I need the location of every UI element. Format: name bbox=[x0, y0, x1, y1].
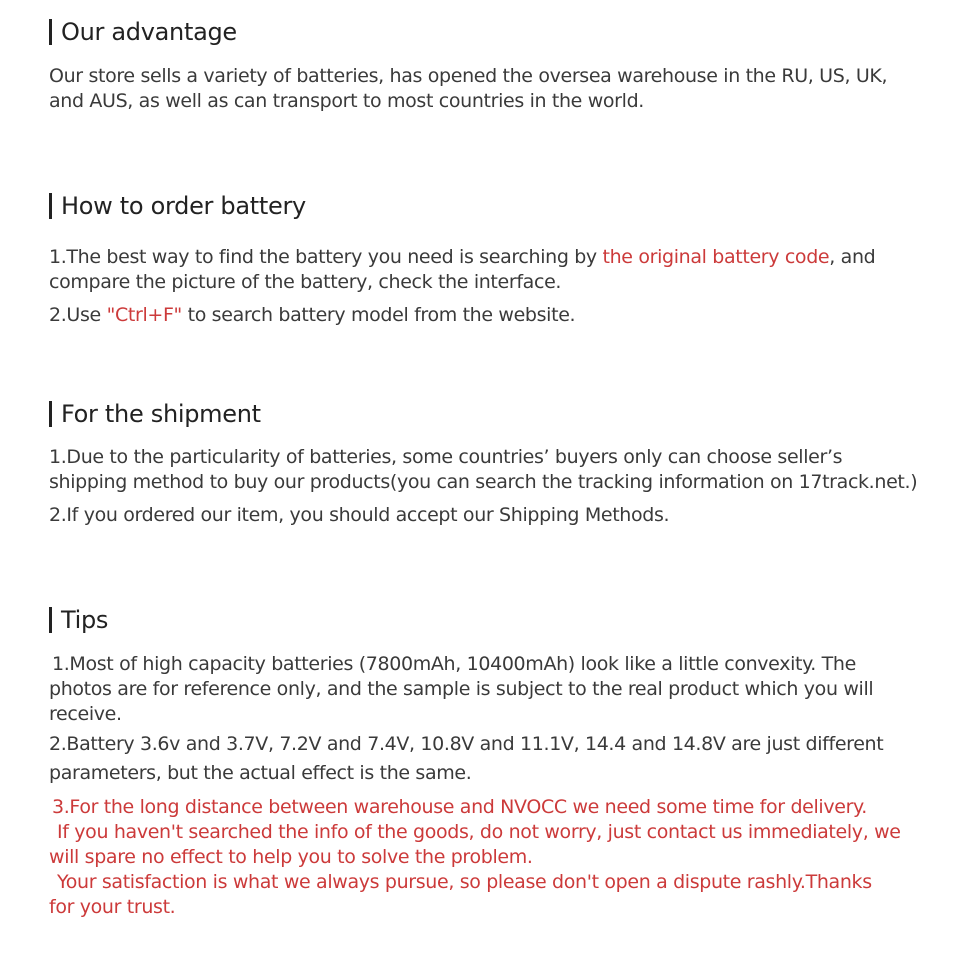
advantage-section bbox=[49, 17, 929, 114]
tips-item3-line4: Your satisfaction is what we always pursue, so please don't open a dispute rashly.Thanks bbox=[57, 871, 872, 893]
heading-bar bbox=[49, 19, 52, 45]
shipment-heading bbox=[49, 399, 929, 429]
tips-item2-line1: 2.Battery 3.6v and 3.7V, 7.2V and 7.4V, 10.8V and 11.1V, 14.4 and 14.8V are just different bbox=[49, 733, 884, 755]
advantage-text-line2: and AUS, as well as can transport to most countries in the world. bbox=[49, 90, 644, 112]
shipment-item1-line2: shipping method to buy our products(you can search the tracking information on 17track.net.) bbox=[49, 471, 918, 493]
order-item2 bbox=[49, 303, 929, 328]
tips-item3-line3: will spare no effect to help you to solve the problem. bbox=[49, 846, 533, 868]
order-item2-text: 2.Use bbox=[49, 304, 107, 326]
tips-item3-line1: 3.For the long distance between warehouse and NVOCC we need some time for delivery. bbox=[52, 796, 867, 818]
order-item1-text: 1.The best way to find the battery you need is searching by bbox=[49, 246, 603, 268]
order-section bbox=[49, 191, 929, 328]
tips-title: Tips bbox=[61, 606, 109, 634]
shipment-item2: 2.If you ordered our item, you should accept our Shipping Methods. bbox=[49, 504, 670, 526]
shipment-title: For the shipment bbox=[61, 400, 261, 428]
order-item1-line1 bbox=[49, 245, 929, 270]
shipment-item1-line1: 1.Due to the particularity of batteries, some countries’ buyers only can choose seller’s bbox=[49, 446, 843, 468]
tips-item3-line5: for your trust. bbox=[49, 896, 176, 918]
order-title: How to order battery bbox=[61, 192, 306, 220]
advantage-text-line1: Our store sells a variety of batteries, has opened the oversea warehouse in the RU, US, UK, bbox=[49, 65, 888, 87]
heading-bar bbox=[49, 607, 52, 633]
tips-heading bbox=[49, 605, 929, 635]
heading-bar bbox=[49, 401, 52, 427]
advantage-title: Our advantage bbox=[61, 18, 237, 46]
advantage-heading bbox=[49, 17, 929, 47]
heading-bar bbox=[49, 193, 52, 219]
tips-item3-line2: If you haven't searched the info of the goods, do not worry, just contact us immediately, we bbox=[57, 821, 901, 843]
order-heading bbox=[49, 191, 929, 221]
order-item1-text-end: , and bbox=[829, 246, 876, 268]
tips-item1-line1: 1.Most of high capacity batteries (7800mAh, 10400mAh) look like a little convexity. The bbox=[52, 653, 856, 675]
tips-item1-line2: photos are for reference only, and the sample is subject to the real product which you will bbox=[49, 678, 874, 700]
order-item1-line2: compare the picture of the battery, check the interface. bbox=[49, 271, 562, 293]
original-battery-code-highlight: the original battery code bbox=[602, 246, 830, 268]
shipment-section bbox=[49, 399, 929, 528]
tips-item2-line2: parameters, but the actual effect is the same. bbox=[49, 762, 472, 784]
ctrl-f-highlight: "Ctrl+F" bbox=[106, 304, 182, 326]
tips-section bbox=[49, 605, 929, 920]
order-item2-text-end: to search battery model from the website. bbox=[181, 304, 576, 326]
tips-item1-line3: receive. bbox=[49, 703, 122, 725]
